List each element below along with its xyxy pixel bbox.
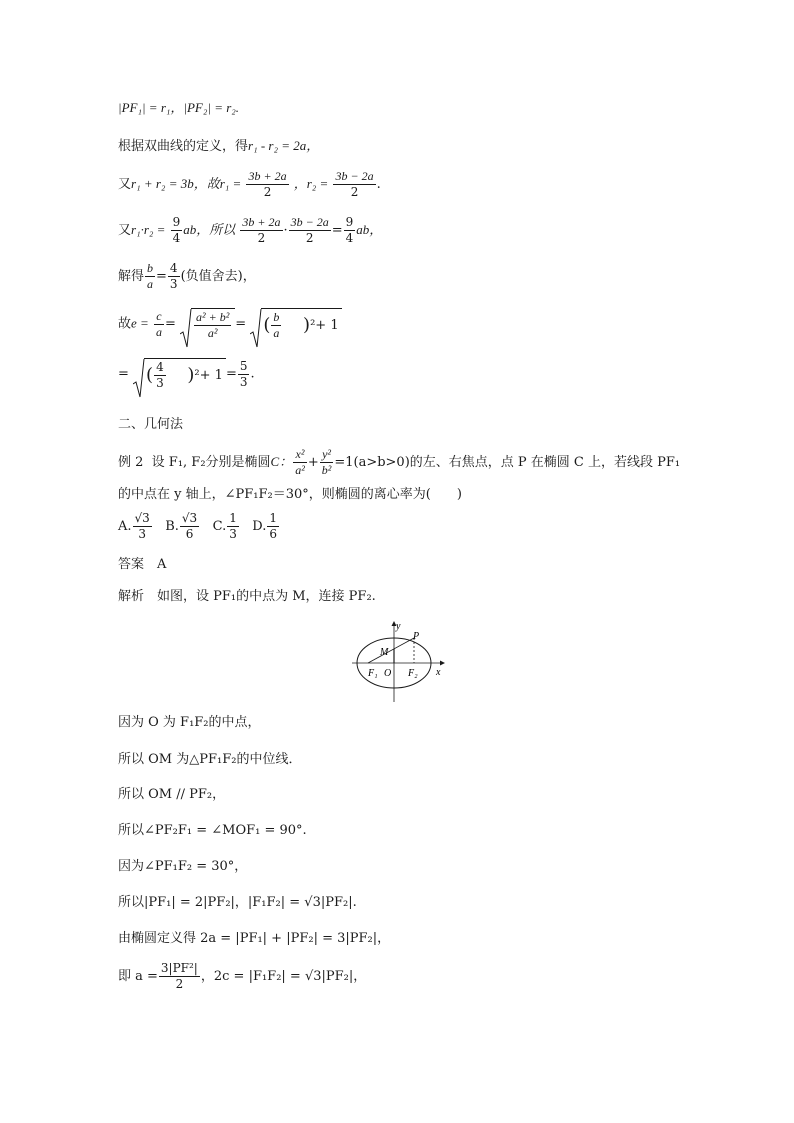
sqrt-expression: ( $\frac{b}{a}$ )²+ 1	[250, 308, 341, 340]
line-solve-ratio: 解得 $\frac{b}{a}$ = $\frac{4}{3}$ (负值舍去)，	[118, 261, 256, 292]
fraction: $\frac{3b - 2a}{2}$	[335, 169, 374, 200]
section-heading: 二、几何法	[118, 417, 184, 432]
step-1: 因为 O 为 F₁F₂的中点，	[118, 715, 261, 730]
ellipse-figure	[350, 618, 450, 704]
line-pf-radii: |PF₁| = r₁，|PF₂| = r₂.	[118, 100, 240, 115]
fraction: $\frac{b}{a}$	[147, 261, 154, 292]
line-eccentricity-2: = ( $\frac{4}{3}$ )²+ 1 = $\frac{5}{3}$ .	[118, 358, 255, 390]
label-y: y	[396, 621, 401, 632]
options-row: A. $\frac{√3}{3}$ B. $\frac{√3}{6}$ C. $\frac{1}{3}$ D. $\frac{1}{6}$	[118, 511, 277, 542]
step-4: 所以∠PF₂F₁ = ∠MOF₁ = 90°.	[118, 823, 307, 838]
label-o: O	[384, 668, 392, 679]
fraction: $\frac{4}{3}$	[156, 360, 164, 391]
fraction: $\frac{3b - 2a}{2}$	[290, 215, 329, 246]
option-b-value: $\frac{√3}{6}$	[181, 511, 198, 542]
fraction: $\frac{\text{x²}}{\text{a²}}$	[295, 447, 305, 478]
radical-sign	[180, 308, 192, 348]
fraction: $\frac{9}{4}$	[172, 215, 181, 246]
label-f1: F₁	[368, 668, 378, 679]
step-7: 由椭圆定义得 2a = |PF₁| + |PF₂| = 3|PF₂|，	[118, 931, 391, 946]
fraction: $\frac{5}{3}$	[239, 358, 248, 389]
fraction: $\frac{4}{3}$	[169, 261, 178, 292]
line-r-product: 又r₁·r₂ = $\frac{9}{4}$ ab，所以 $\frac{3b + 2a}{2}$ · $\frac{3b - 2a}{2}$ = $\frac{9}{4}$ ab，	[118, 215, 383, 246]
fraction: $\frac{9}{4}$	[345, 215, 354, 246]
example-2-line-1: 例 2 设 F₁, F₂分别是椭圆C： $\frac{\text{x²}}{\text{a²}}$ + $\frac{\text{y²}}{\text{b²}}$ =1(a>b>0)的左、右焦点，点 P 在椭圆 C 上，若线段 PF₁	[118, 447, 681, 478]
analysis-line: 解析 如图，设 PF₁的中点为 M，连接 PF₂.	[118, 589, 376, 604]
step-3: 所以 OM // PF₂，	[118, 787, 226, 802]
fraction: $\frac{3b + 2a}{2}$	[248, 169, 287, 200]
label-x: x	[436, 667, 441, 678]
step-8: 即 a = $\frac{\text{3|PF²|}}{2}$ ，2c = |F₁F₂| = √3|PF₂|，	[118, 961, 367, 992]
fraction: $\frac{c}{a}$	[155, 308, 162, 339]
option-a-value: $\frac{√3}{3}$	[134, 511, 150, 542]
option-d-value: $\frac{1}{6}$	[269, 511, 277, 542]
step-2: 所以 OM 为△PF₁F₂的中位线．	[118, 752, 302, 767]
step-6: 所以|PF₁| = 2|PF₂|，|F₁F₂| = √3|PF₂|.	[118, 895, 357, 910]
line-r-sum: 又r₁ + r₂ = 3b，故r₁ = $\frac{3b + 2a}{2}$ ，r₂ = $\frac{3b - 2a}{2}$ .	[118, 169, 381, 200]
x-axis-arrow	[440, 661, 445, 666]
option-c-value: $\frac{1}{3}$	[229, 511, 237, 542]
radical-sign	[133, 358, 145, 398]
fraction: $\frac{3b + 2a}{2}$	[242, 215, 281, 246]
sqrt-expression	[180, 308, 235, 340]
line-hyperbola-definition: 根据双曲线的定义，得r₁ - r₂ = 2a，	[118, 138, 320, 154]
label-f2: F₂	[408, 668, 418, 679]
label-m: M	[380, 647, 389, 658]
step-5: 因为∠PF₁F₂ = 30°，	[118, 859, 248, 874]
sqrt-expression: ( $\frac{4}{3}$ )²+ 1	[133, 358, 226, 390]
example-2-line-2: 的中点在 y 轴上，∠PF₁F₂＝30°，则椭圆的离心率为( )	[118, 487, 462, 502]
fraction: $\frac{\text{a² + b²}}{\text{a²}}$	[196, 310, 230, 341]
answer-line: 答案 A	[118, 557, 167, 572]
line-eccentricity-1: 故e = $\frac{c}{a}$ = $\frac{\text{a² + b²}}{\text{a²}}$ = ( $\frac{b}{a}$ )²+ 1	[118, 308, 342, 340]
radical-sign	[250, 308, 262, 348]
fraction: $\frac{b}{a}$	[273, 310, 280, 341]
fraction: $\frac{\text{3|PF²|}}{2}$	[160, 961, 198, 992]
label-p: P	[413, 631, 420, 642]
fraction: $\frac{\text{y²}}{\text{b²}}$	[321, 447, 332, 478]
